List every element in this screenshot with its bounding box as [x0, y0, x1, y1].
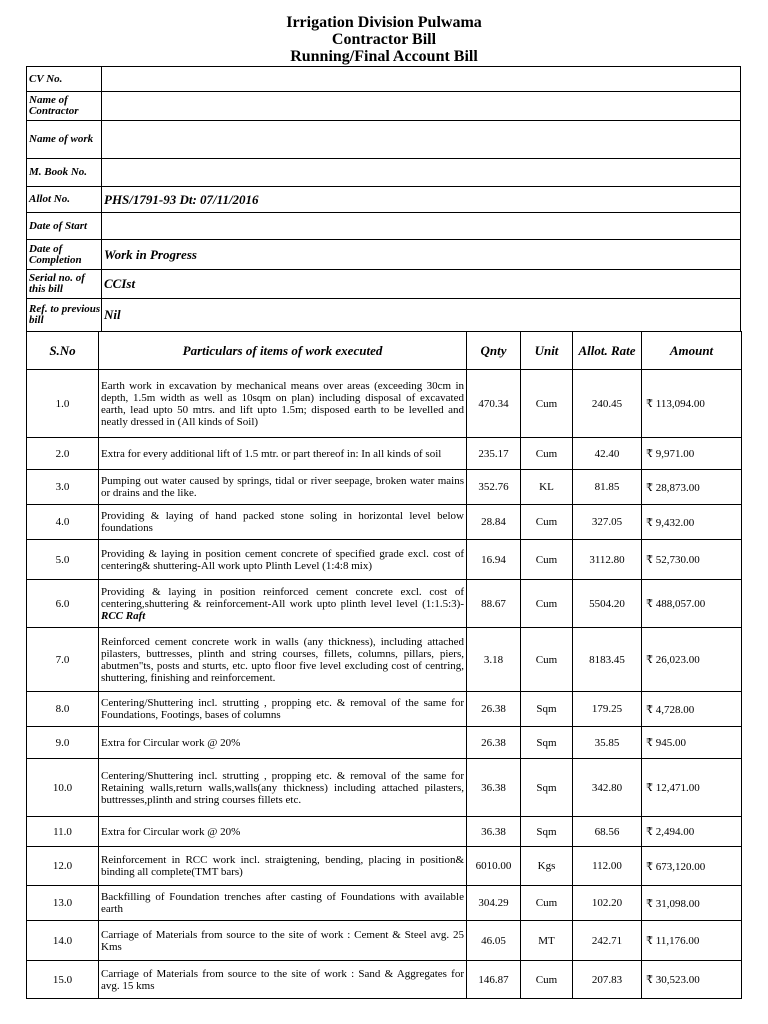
- row-particulars: Carriage of Materials from source to the site of work : Cement & Steel avg. 25 Kms: [99, 921, 467, 961]
- table-row: [27, 817, 742, 847]
- row-sno: 9.0: [27, 727, 99, 759]
- row-rate: 8183.45: [573, 628, 642, 692]
- bill-meta-table: [26, 66, 741, 332]
- row-unit: Sqm: [521, 727, 573, 759]
- row-unit: Kgs: [521, 847, 573, 886]
- row-particulars: Reinforced cement concrete work in walls (any thickness), including attached pilasters, buttresses, plinth and string courses, fillets, columns, pillars, piers, abutmen"ts, posts and sturts, etc. upto floor five level excluding cost of centring, shuttering, finishing and reinforcement.: [99, 628, 467, 692]
- start-date-label: Date of Start: [27, 213, 102, 240]
- row-qnty: 470.34: [467, 370, 521, 438]
- table-row: [27, 628, 742, 692]
- row-sno: 14.0: [27, 921, 99, 961]
- table-row: [27, 470, 742, 505]
- bill-type-title: Contractor Bill: [331, 31, 437, 48]
- row-particulars: Centering/Shuttering incl. strutting , propping etc. & removal of the same for Retaining walls,return walls,walls(any thickness) including attached pilasters, buttresses,plinth and string courses fillets etc.: [99, 759, 467, 817]
- row-rate: 35.85: [573, 727, 642, 759]
- table-row: [27, 886, 742, 921]
- row-qnty: 26.38: [467, 692, 521, 727]
- row-qnty: 146.87: [467, 961, 521, 999]
- table-row: [27, 847, 742, 886]
- row-particulars: Extra for every additional lift of 1.5 mtr. or part thereof in: In all kinds of soil: [99, 438, 467, 470]
- row-qnty: 16.94: [467, 540, 521, 580]
- row-unit: Cum: [521, 438, 573, 470]
- row-unit: Sqm: [521, 817, 573, 847]
- row-rate: 179.25: [573, 692, 642, 727]
- row-amount: ₹ 113,094.00: [642, 370, 742, 438]
- mbook-no-label: M. Book No.: [27, 159, 102, 187]
- row-sno: 13.0: [27, 886, 99, 921]
- completion-date-label: Date of Completion: [27, 240, 102, 270]
- row-qnty: 36.38: [467, 759, 521, 817]
- row-particulars-text: Providing & laying in position reinforced cement concrete excl. cost of centering,shuttering & reinforcement-All work upto plinth level level (1:1.5:3)-: [101, 585, 464, 610]
- row-amount: ₹ 11,176.00: [642, 921, 742, 961]
- row-sno: 3.0: [27, 470, 99, 505]
- work-items-table: [26, 331, 742, 999]
- row-rate: 207.83: [573, 961, 642, 999]
- row-amount: ₹ 52,730.00: [642, 540, 742, 580]
- table-row: [27, 961, 742, 999]
- row-unit: Sqm: [521, 759, 573, 817]
- row-sno: 11.0: [27, 817, 99, 847]
- row-amount: ₹ 2,494.00: [642, 817, 742, 847]
- row-sno: 8.0: [27, 692, 99, 727]
- row-qnty: 36.38: [467, 817, 521, 847]
- row-rate: 240.45: [573, 370, 642, 438]
- row-amount: ₹ 945.00: [642, 727, 742, 759]
- row-sno: 15.0: [27, 961, 99, 999]
- row-particulars: Reinforcement in RCC work incl. straigtening, bending, placing in position& binding all complete(TMT bars): [99, 847, 467, 886]
- row-qnty: 304.29: [467, 886, 521, 921]
- row-rate: 102.20: [573, 886, 642, 921]
- col-header-particulars: Particulars of items of work executed: [99, 332, 467, 370]
- col-header-unit: Unit: [521, 332, 573, 370]
- row-rate: 42.40: [573, 438, 642, 470]
- row-sno: 4.0: [27, 505, 99, 540]
- row-amount: ₹ 30,523.00: [642, 961, 742, 999]
- previous-bill-ref-label: Ref. to previous bill: [27, 299, 102, 332]
- row-unit: Cum: [521, 628, 573, 692]
- previous-bill-ref-value: Nil: [102, 299, 741, 332]
- row-particulars: Carriage of Materials from source to the site of work : Sand & Aggregates for avg. 15 kms: [99, 961, 467, 999]
- col-header-amount: Amount: [642, 332, 742, 370]
- start-date-value: [102, 213, 741, 240]
- row-qnty: 235.17: [467, 438, 521, 470]
- row-unit: KL: [521, 470, 573, 505]
- row-unit: MT: [521, 921, 573, 961]
- row-amount: ₹ 9,971.00: [642, 438, 742, 470]
- row-amount: ₹ 488,057.00: [642, 580, 742, 628]
- row-particulars: [99, 580, 467, 628]
- row-amount: ₹ 31,098.00: [642, 886, 742, 921]
- table-row: [27, 370, 742, 438]
- row-rate: 5504.20: [573, 580, 642, 628]
- table-row: [27, 921, 742, 961]
- row-sno: 2.0: [27, 438, 99, 470]
- row-rate: 68.56: [573, 817, 642, 847]
- row-qnty: 352.76: [467, 470, 521, 505]
- row-particulars: Pumping out water caused by springs, tidal or river seepage, broken water mains or drains and the like.: [99, 470, 467, 505]
- row-rate: 3112.80: [573, 540, 642, 580]
- row-rate: 327.05: [573, 505, 642, 540]
- table-row: [27, 692, 742, 727]
- row-qnty: 28.84: [467, 505, 521, 540]
- row-rate: 81.85: [573, 470, 642, 505]
- completion-date-value: Work in Progress: [102, 240, 741, 270]
- row-qnty: 3.18: [467, 628, 521, 692]
- row-unit: Cum: [521, 370, 573, 438]
- work-name-value: [102, 121, 741, 159]
- row-rate: 112.00: [573, 847, 642, 886]
- row-particulars: Providing & laying in position cement concrete of specified grade excl. cost of centering& shuttering-All work upto Plinth Level (1:4:8 mix): [99, 540, 467, 580]
- cv-no-value: [102, 67, 741, 92]
- col-header-qnty: Qnty: [467, 332, 521, 370]
- table-row: [27, 505, 742, 540]
- row-particulars: Extra for Circular work @ 20%: [99, 817, 467, 847]
- row-particulars: Centering/Shuttering incl. strutting , propping etc. & removal of the same for Foundations, Footings, bases of columns: [99, 692, 467, 727]
- serial-no-label: Serial no. of this bill: [27, 270, 102, 299]
- row-qnty: 46.05: [467, 921, 521, 961]
- row-sno: 6.0: [27, 580, 99, 628]
- serial-no-value: CCIst: [102, 270, 741, 299]
- row-qnty: 26.38: [467, 727, 521, 759]
- work-name-label: Name of work: [27, 121, 102, 159]
- row-amount: ₹ 9,432.00: [642, 505, 742, 540]
- table-row: [27, 438, 742, 470]
- row-unit: Sqm: [521, 692, 573, 727]
- row-amount: ₹ 673,120.00: [642, 847, 742, 886]
- division-title: Irrigation Division Pulwama: [286, 14, 482, 31]
- row-amount: ₹ 12,471.00: [642, 759, 742, 817]
- row-qnty: 88.67: [467, 580, 521, 628]
- row-sno: 5.0: [27, 540, 99, 580]
- mbook-no-value: [102, 159, 741, 187]
- table-row: [27, 540, 742, 580]
- row-particulars: Backfilling of Foundation trenches after casting of Foundations with available earth: [99, 886, 467, 921]
- row-unit: Cum: [521, 580, 573, 628]
- table-row: [27, 580, 742, 628]
- col-header-sno: S.No: [27, 332, 99, 370]
- row-particulars: Earth work in excavation by mechanical means over areas (exceeding 30cm in depth, 1.5m width as well as 10sqm on plan) including disposal of excavated earth, lead upto 50 mtrs. and lift upto 1.5m; disposed earth to be levelled and neatly dressed in (All kinds of Soil): [99, 370, 467, 438]
- row-sno: 12.0: [27, 847, 99, 886]
- table-row: [27, 759, 742, 817]
- contractor-label: Name of Contractor: [27, 92, 102, 121]
- row-unit: Cum: [521, 961, 573, 999]
- rcc-raft-emphasis: RCC Raft: [101, 609, 146, 622]
- row-sno: 7.0: [27, 628, 99, 692]
- row-particulars: Providing & laying of hand packed stone soling in horizontal level below foundations: [99, 505, 467, 540]
- allot-no-label: Allot No.: [27, 187, 102, 213]
- row-amount: ₹ 26,023.00: [642, 628, 742, 692]
- row-sno: 1.0: [27, 370, 99, 438]
- row-amount: ₹ 4,728.00: [642, 692, 742, 727]
- row-rate: 342.80: [573, 759, 642, 817]
- row-qnty: 6010.00: [467, 847, 521, 886]
- row-unit: Cum: [521, 886, 573, 921]
- col-header-rate: Allot. Rate: [573, 332, 642, 370]
- table-row: [27, 727, 742, 759]
- allot-no-value: PHS/1791-93 Dt: 07/11/2016: [102, 187, 741, 213]
- row-unit: Cum: [521, 540, 573, 580]
- contractor-value: [102, 92, 741, 121]
- row-unit: Cum: [521, 505, 573, 540]
- row-particulars: Extra for Circular work @ 20%: [99, 727, 467, 759]
- cv-no-label: CV No.: [27, 67, 102, 92]
- account-bill-title: Running/Final Account Bill: [290, 48, 478, 65]
- bill-header: [0, 0, 768, 65]
- row-rate: 242.71: [573, 921, 642, 961]
- row-amount: ₹ 28,873.00: [642, 470, 742, 505]
- row-sno: 10.0: [27, 759, 99, 817]
